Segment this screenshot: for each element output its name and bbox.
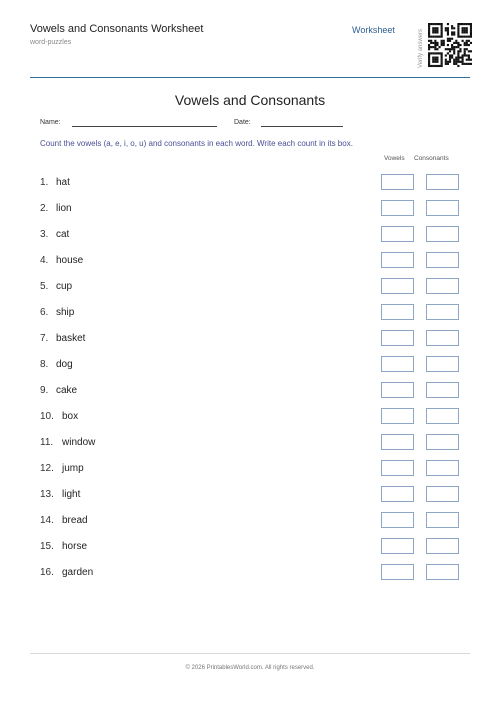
vowel-count-box[interactable]: [381, 356, 414, 372]
consonant-count-box[interactable]: [426, 538, 459, 554]
consonant-count-box[interactable]: [426, 252, 459, 268]
item-word: light: [62, 489, 81, 500]
footer-divider: [30, 653, 470, 654]
consonant-count-box[interactable]: [426, 486, 459, 502]
worksheet-row: [40, 330, 470, 347]
consonant-count-box[interactable]: [426, 330, 459, 346]
consonant-count-box[interactable]: [426, 226, 459, 242]
worksheet-row: [40, 304, 470, 321]
worksheet-row: [40, 200, 470, 217]
item-number: 13.: [40, 489, 54, 500]
worksheet-row: [40, 460, 470, 477]
page-title: Vowels and Consonants: [174, 92, 326, 108]
worksheet-link[interactable]: Worksheet: [352, 25, 395, 35]
item-number: 14.: [40, 515, 54, 526]
consonant-count-box[interactable]: [426, 382, 459, 398]
worksheet-row: [40, 226, 470, 243]
vowel-count-box[interactable]: [381, 564, 414, 580]
consonant-count-box[interactable]: [426, 174, 459, 190]
header-subtitle: word-puzzles: [30, 39, 72, 46]
worksheet-row: [40, 252, 470, 269]
vowel-count-box[interactable]: [381, 226, 414, 242]
item-number: 12.: [40, 463, 54, 474]
item-number: 4.: [40, 255, 49, 266]
vowel-count-box[interactable]: [381, 278, 414, 294]
vowel-count-box[interactable]: [381, 252, 414, 268]
vowel-count-box[interactable]: [381, 512, 414, 528]
consonant-count-box[interactable]: [426, 278, 459, 294]
item-number: 6.: [40, 307, 49, 318]
item-word: window: [62, 437, 96, 448]
item-word: cup: [56, 281, 73, 292]
vowels-column-header: Vowels: [384, 155, 405, 162]
item-number: 9.: [40, 385, 49, 396]
consonant-count-box[interactable]: [426, 200, 459, 216]
qr-code-icon[interactable]: [428, 17, 472, 73]
worksheet-row: [40, 538, 470, 555]
item-word: basket: [56, 333, 86, 344]
item-number: 16.: [40, 567, 54, 578]
header-divider: [30, 77, 470, 78]
footer-copyright: © 2026 PrintablesWorld.com. All rights reserved.: [185, 665, 315, 671]
consonant-count-box[interactable]: [426, 356, 459, 372]
header-title: Vowels and Consonants Worksheet: [30, 23, 204, 35]
name-field[interactable]: [72, 126, 217, 127]
date-label: Date:: [234, 119, 251, 126]
item-number: 3.: [40, 229, 49, 240]
vowel-count-box[interactable]: [381, 382, 414, 398]
item-word: hat: [56, 177, 70, 188]
worksheet-row: [40, 512, 470, 529]
worksheet-row: [40, 356, 470, 373]
consonants-column-header: Consonants: [414, 155, 449, 162]
item-word: dog: [56, 359, 73, 370]
verify-answers-label: Verify answers: [418, 28, 424, 68]
item-word: cat: [56, 229, 70, 240]
item-word: garden: [62, 567, 94, 578]
item-number: 7.: [40, 333, 49, 344]
item-word: horse: [62, 541, 88, 552]
item-number: 1.: [40, 177, 49, 188]
vowel-count-box[interactable]: [381, 538, 414, 554]
item-number: 10.: [40, 411, 54, 422]
vowel-count-box[interactable]: [381, 330, 414, 346]
worksheet-row: [40, 486, 470, 503]
vowel-count-box[interactable]: [381, 434, 414, 450]
item-word: bread: [62, 515, 88, 526]
worksheet-row: [40, 434, 470, 451]
item-number: 8.: [40, 359, 49, 370]
item-word: house: [56, 255, 84, 266]
name-label: Name:: [40, 119, 61, 126]
consonant-count-box[interactable]: [426, 564, 459, 580]
instructions: Count the vowels (a, e, i, o, u) and consonants in each word. Write each count in its box.: [40, 139, 353, 148]
item-word: lion: [56, 203, 72, 214]
vowel-count-box[interactable]: [381, 460, 414, 476]
date-field[interactable]: [261, 126, 343, 127]
item-number: 11.: [40, 437, 54, 448]
worksheet-row: [40, 564, 470, 581]
consonant-count-box[interactable]: [426, 304, 459, 320]
vowel-count-box[interactable]: [381, 174, 414, 190]
item-word: cake: [56, 385, 78, 396]
worksheet-row: [40, 408, 470, 425]
worksheet-row: [40, 174, 470, 191]
worksheet-row: [40, 278, 470, 295]
item-number: 2.: [40, 203, 49, 214]
vowel-count-box[interactable]: [381, 304, 414, 320]
item-number: 15.: [40, 541, 54, 552]
vowel-count-box[interactable]: [381, 200, 414, 216]
consonant-count-box[interactable]: [426, 434, 459, 450]
worksheet-row: [40, 382, 470, 399]
item-word: box: [62, 411, 79, 422]
consonant-count-box[interactable]: [426, 512, 459, 528]
item-word: jump: [62, 463, 84, 474]
item-word: ship: [56, 307, 75, 318]
vowel-count-box[interactable]: [381, 408, 414, 424]
consonant-count-box[interactable]: [426, 408, 459, 424]
consonant-count-box[interactable]: [426, 460, 459, 476]
vowel-count-box[interactable]: [381, 486, 414, 502]
item-number: 5.: [40, 281, 49, 292]
